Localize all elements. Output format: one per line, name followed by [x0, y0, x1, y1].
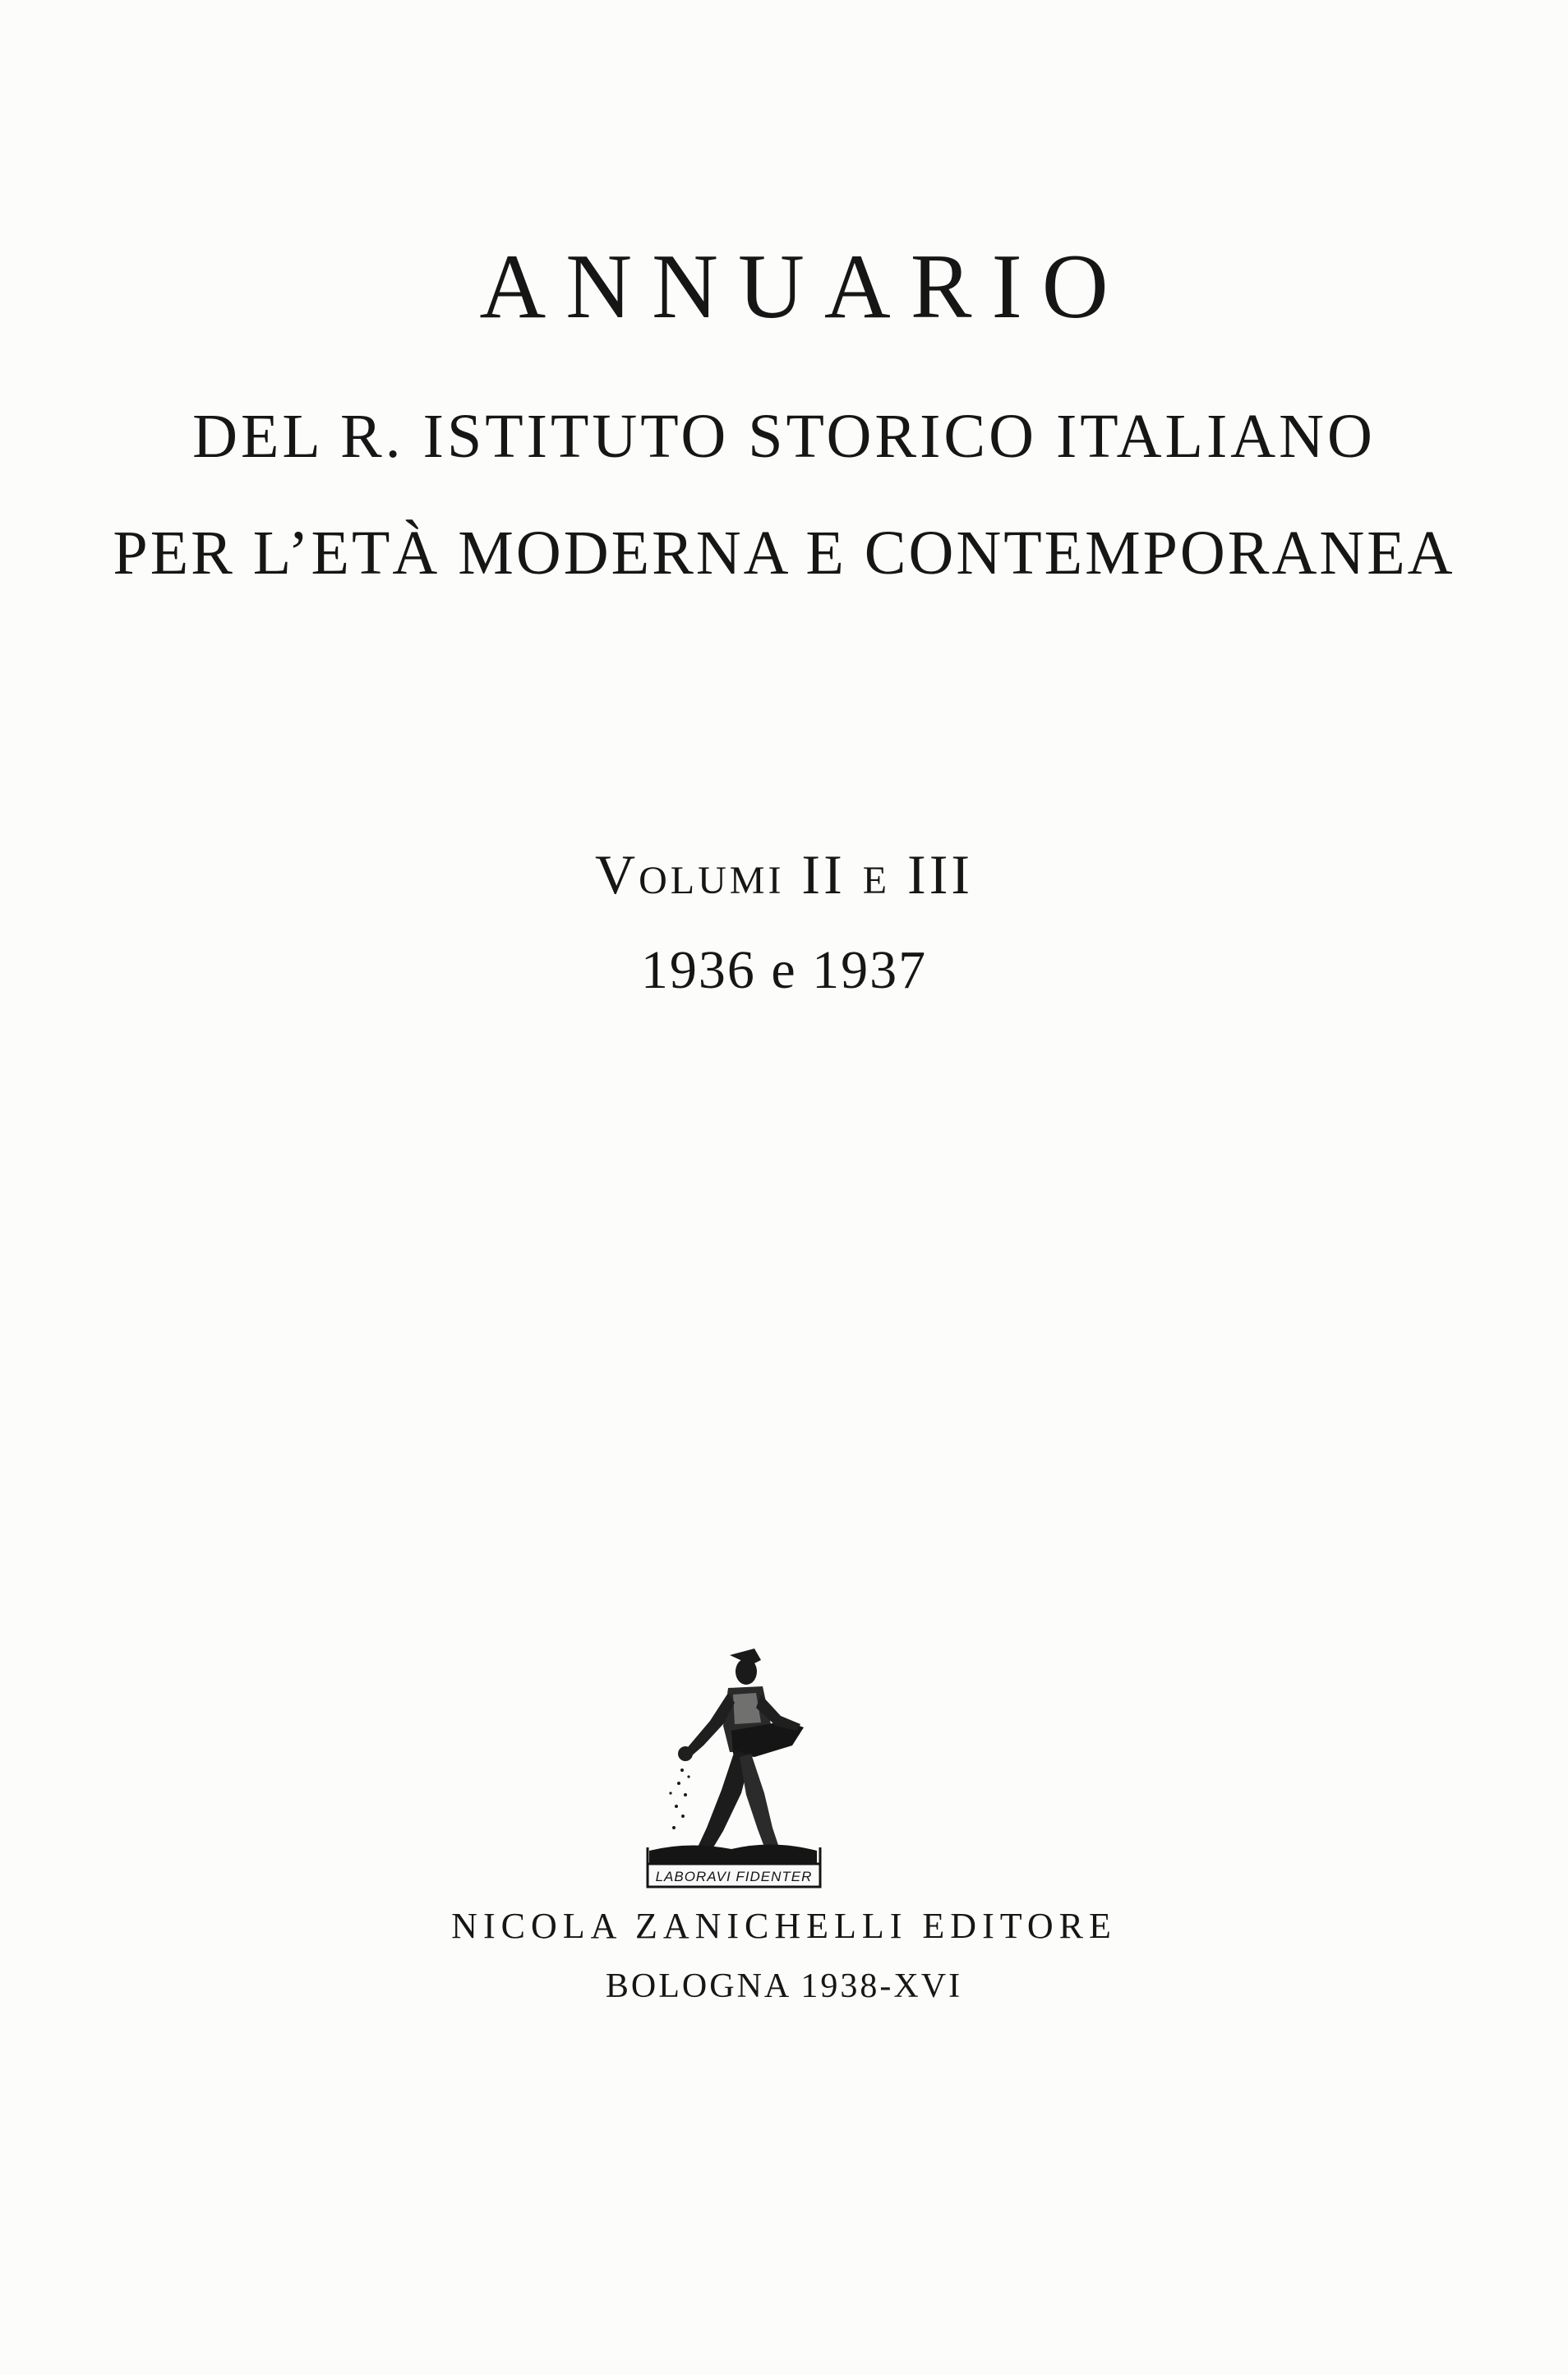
volume-numbers: Volumi II e III	[595, 843, 973, 906]
volume-years: 1936 e 1937	[640, 940, 928, 1000]
institute-name-line-2: PER L’ETÀ MODERNA E CONTEMPORANEA	[113, 519, 1455, 588]
publication-place-date: BOLOGNA 1938-XVI	[605, 1967, 963, 2005]
publisher-name: NICOLA ZANICHELLI EDITORE	[451, 1906, 1117, 1946]
book-title: ANNUARIO	[479, 236, 1128, 338]
institute-name-line-1: DEL R. ISTITUTO STORICO ITALIANO	[192, 402, 1376, 471]
sower-printer-mark	[631, 1645, 837, 1900]
printer-mark-motto: LABORAVI FIDENTER	[655, 1869, 813, 1884]
